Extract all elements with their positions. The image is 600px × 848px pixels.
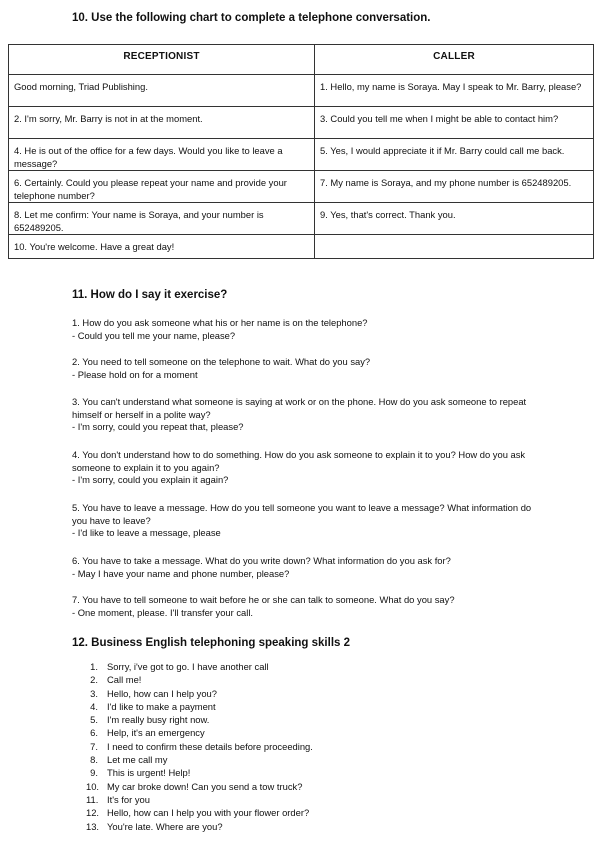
table-row bbox=[9, 107, 594, 139]
list-item-number: 9. bbox=[90, 767, 98, 779]
list-item bbox=[86, 660, 313, 673]
list-item-text: I'm really busy right now. bbox=[107, 714, 210, 726]
caller-cell: 7. My name is Soraya, and my phone number is 652489205. bbox=[315, 171, 594, 203]
list-item bbox=[86, 780, 313, 793]
column-header-caller: CALLER bbox=[315, 45, 594, 75]
exercise-item bbox=[72, 449, 542, 487]
exercise-question: 3. You can't understand what someone is saying at work or on the phone. How do you ask someone to repeat himself or herself in a polite way? bbox=[72, 396, 527, 420]
exercise-question: 6. You have to take a message. What do you write down? What information do you ask for? bbox=[72, 555, 451, 566]
list-item-number: 10. bbox=[86, 780, 100, 792]
caller-cell: 9. Yes, that's correct. Thank you. bbox=[315, 203, 594, 235]
conversation-table bbox=[8, 44, 594, 259]
caller-cell bbox=[315, 235, 594, 259]
list-item-text: I need to confirm these details before proceeding. bbox=[107, 740, 313, 752]
list-item bbox=[86, 753, 313, 766]
list-item-text: Call me! bbox=[107, 674, 142, 686]
exercise-answer: - I'm sorry, could you repeat that, please? bbox=[72, 421, 244, 432]
list-item-text: Help, it's an emergency bbox=[107, 727, 205, 739]
list-item-number: 8. bbox=[90, 754, 98, 766]
list-item bbox=[86, 820, 313, 833]
list-item-number: 12. bbox=[86, 807, 100, 819]
exercise-question: 5. You have to leave a message. How do you tell someone you want to leave a message? What information do you have to leave? bbox=[72, 502, 532, 526]
table-row bbox=[9, 139, 594, 171]
exercise-item bbox=[72, 356, 542, 381]
exercise-question: 4. You don't understand how to do something. How do you ask someone to explain it to you? How do you ask someone to explain it to you again? bbox=[72, 449, 526, 473]
exercise-answer: - I'd like to leave a message, please bbox=[72, 527, 221, 538]
list-item bbox=[86, 726, 313, 739]
list-item-number: 7. bbox=[90, 740, 98, 752]
list-item bbox=[86, 713, 313, 726]
exercise-item bbox=[72, 317, 542, 342]
table-row bbox=[9, 203, 594, 235]
receptionist-cell: 10. You're welcome. Have a great day! bbox=[9, 235, 315, 259]
column-header-receptionist: RECEPTIONIST bbox=[9, 45, 315, 75]
list-item bbox=[86, 766, 313, 779]
exercise-item bbox=[72, 396, 542, 434]
exercise-question: 1. How do you ask someone what his or her name is on the telephone? bbox=[72, 317, 368, 328]
list-item-number: 2. bbox=[90, 674, 98, 686]
list-item-text: Sorry, i've got to go. I have another call bbox=[107, 661, 269, 672]
list-item-number: 4. bbox=[90, 700, 98, 712]
table-row bbox=[9, 75, 594, 107]
list-item-text: You're late. Where are you? bbox=[107, 820, 223, 832]
list-item bbox=[86, 740, 313, 753]
receptionist-cell: 8. Let me confirm: Your name is Soraya, and your number is 652489205. bbox=[9, 203, 315, 235]
list-item-number: 13. bbox=[86, 820, 100, 832]
list-item bbox=[86, 700, 313, 713]
exercise-answer: - Could you tell me your name, please? bbox=[72, 329, 236, 341]
list-item-number: 6. bbox=[90, 727, 98, 739]
caller-cell: 1. Hello, my name is Soraya. May I speak to Mr. Barry, please? bbox=[315, 75, 594, 107]
receptionist-cell: 2. I'm sorry, Mr. Barry is not in at the moment. bbox=[9, 107, 315, 139]
caller-cell: 3. Could you tell me when I might be able to contact him? bbox=[315, 107, 594, 139]
list-item-text: Let me call my bbox=[107, 754, 168, 766]
list-item-number: 11. bbox=[86, 793, 99, 805]
section-11-heading: 11. How do I say it exercise? bbox=[72, 289, 228, 301]
table-row bbox=[9, 171, 594, 203]
receptionist-cell: Good morning, Triad Publishing. bbox=[9, 75, 315, 107]
section-10-heading: 10. Use the following chart to complete a telephone conversation. bbox=[72, 12, 431, 24]
exercise-item bbox=[72, 555, 542, 580]
section-12-heading: 12. Business English telephoning speaking skills 2 bbox=[72, 637, 350, 649]
list-item bbox=[86, 673, 313, 686]
exercise-answer: - Please hold on for a moment bbox=[72, 368, 198, 380]
list-item-number: 1. bbox=[90, 661, 98, 672]
phrase-list bbox=[86, 660, 313, 833]
caller-cell: 5. Yes, I would appreciate it if Mr. Barry could call me back. bbox=[315, 139, 594, 171]
list-item-text: Hello, how can I help you with your flower order? bbox=[107, 807, 310, 819]
receptionist-cell: 6. Certainly. Could you please repeat your name and provide your telephone number? bbox=[9, 171, 315, 203]
exercise-question: 7. You have to tell someone to wait before he or she can talk to someone. What do you say? bbox=[72, 594, 455, 605]
list-item-text: I'd like to make a payment bbox=[107, 700, 216, 712]
exercise-item bbox=[72, 502, 542, 540]
exercise-answer: - May I have your name and phone number, please? bbox=[72, 567, 290, 579]
list-item-number: 3. bbox=[90, 687, 98, 699]
exercise-question: 2. You need to tell someone on the telephone to wait. What do you say? bbox=[72, 356, 371, 367]
list-item-text: My car broke down! Can you send a tow truck? bbox=[107, 780, 303, 792]
receptionist-cell: 4. He is out of the office for a few days. Would you like to leave a message? bbox=[9, 139, 315, 171]
table-row bbox=[9, 235, 594, 259]
list-item bbox=[86, 687, 313, 700]
exercise-answer: - I'm sorry, could you explain it again? bbox=[72, 474, 229, 485]
list-item-text: It's for you bbox=[107, 793, 150, 805]
list-item-text: Hello, how can I help you? bbox=[107, 687, 217, 699]
list-item-text: This is urgent! Help! bbox=[107, 767, 191, 779]
exercise-answer: - One moment, please. I'll transfer your call. bbox=[72, 606, 254, 618]
exercise-item bbox=[72, 594, 542, 619]
list-item bbox=[86, 806, 313, 819]
list-item bbox=[86, 793, 313, 806]
list-item-number: 5. bbox=[90, 714, 98, 726]
